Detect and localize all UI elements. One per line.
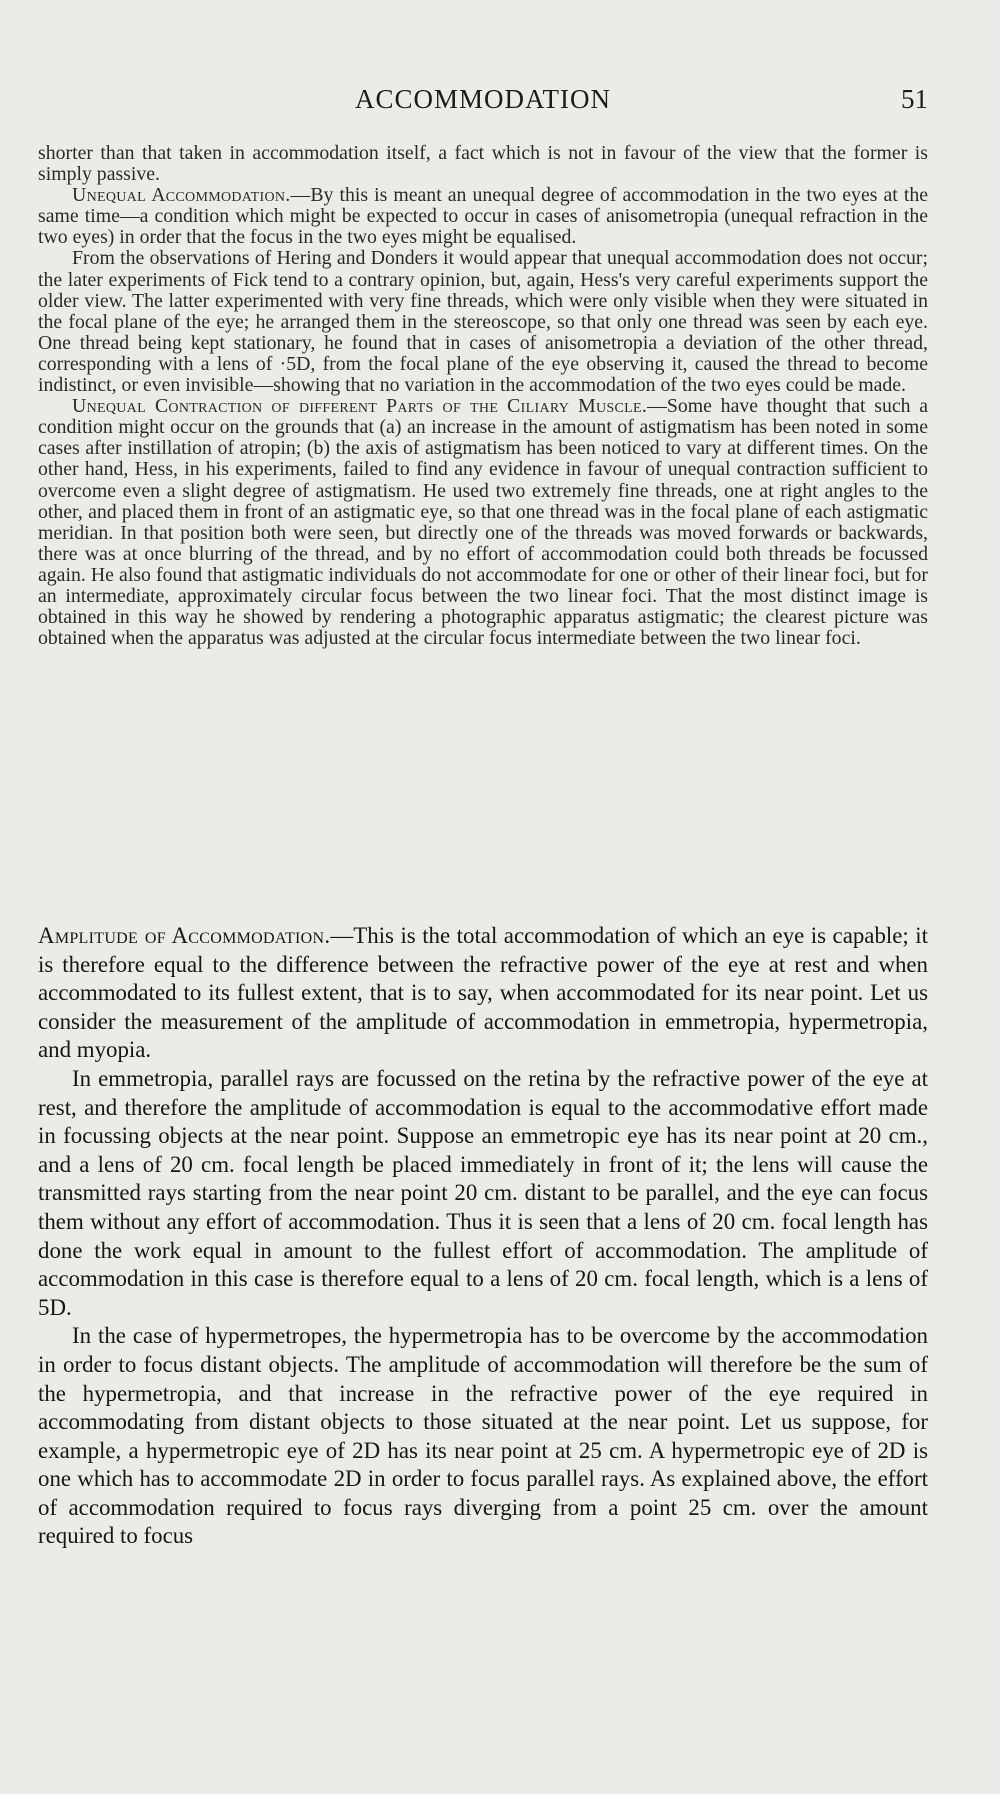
- paragraph-hypermetropes: [38, 1322, 928, 1551]
- section-heading: Unequal Accommodation.: [72, 184, 291, 207]
- running-title: ACCOMMODATION: [354, 84, 611, 114]
- running-head: [38, 84, 928, 120]
- paragraph-emmetropia: [38, 1065, 928, 1322]
- paragraph-hering-donders: [38, 248, 928, 396]
- section-heading: Unequal Contraction of different Parts of the Ciliary Muscle.: [72, 395, 648, 418]
- page-number: 51: [901, 84, 928, 114]
- small-print-section: [38, 143, 928, 649]
- paragraph-unequal-contraction: [38, 396, 928, 649]
- paragraph-text: In the case of hypermetropes, the hypermetropia has to be overcome by the accommodation in order to focus distant objects. The amplitude of accommodation will therefore be the sum of the hypermetropia, and that increase in the refractive power of the eye required in accommodating from distant objects to those situated at the near point. Let us suppose, for example, a hypermetropic eye of 2D has its near point at 25 cm. A hypermetropic eye of 2D is one which has to accommodate 2D in order to focus parallel rays. As explained above, the effort of accommodation required to focus rays diverging from a point 25 cm. over the amount required to focus: [38, 1323, 928, 1549]
- paragraph-text: From the observations of Hering and Donders it would appear that unequal accommodation does not occur; the later experiments of Fick tend to a contrary opinion, but, again, Hess's very careful experiments support the older view. The latter experimented with very fine threads, which were only visible when they were situated in the focal plane of the eye; he arranged them in the stereoscope, so that only one thread was seen by each eye. One thread being kept stationary, he found that in cases of anisometropia a deviation of the other thread, corresponding with a lens of ·5D, from the focal plane of the eye observing it, caused the thread to become indistinct, or even invisible—showing that no variation in the accommodation of the two eyes could be made.: [38, 247, 928, 397]
- paragraph-unequal-accommodation: [38, 185, 928, 248]
- paragraph-text: shorter than that taken in accommodation itself, a fact which is not in favour of the view that the former is simply passive.: [38, 142, 928, 186]
- paragraph-text: In emmetropia, parallel rays are focussed on the retina by the refractive power of the eye at rest, and therefore the amplitude of accommodation is equal to the accommodative effort made in focussing objects at the near point. Suppose an emmetropic eye has its near point at 20 cm., and a lens of 20 cm. focal length be placed immediately in front of it; the lens will cause the transmitted rays starting from the near point 20 cm. distant to be parallel, and the eye can focus them without any effort of accommodation. Thus it is seen that a lens of 20 cm. focal length has done the work equal in amount to the fullest effort of accommodation. The amplitude of accommodation in this case is therefore equal to a lens of 20 cm. focal length, which is a lens of 5D.: [38, 1065, 928, 1320]
- paragraph-amplitude: [38, 922, 928, 1065]
- main-print-section: [38, 922, 928, 1551]
- paragraph-text: —Some have thought that such a condition might occur on the grounds that (a) an increase in the amount of astigmatism has been noted in some cases after instillation of atropin; (b) the axis of astigmatism has been noticed to vary at different times. On the other hand, Hess, in his experiments, failed to find any evidence in favour of unequal contraction sufficient to overcome even a slight degree of astigmatism. He used two extremely fine threads, one at right angles to the other, and placed them in front of an astigmatic eye, so that one thread was in the focal plane of each astigmatic meridian. In that position both were seen, but directly one of the threads was moved forwards or backwards, there was at once blurring of the thread, and by no effort of accommodation could both threads be focussed again. He also found that astigmatic individuals do not accommodate for one or other of their linear foci, but for an intermediate, approximately circular focus between the two linear foci. That the most distinct image is obtained in this way he showed by rendering a photographic apparatus astigmatic; the clearest picture was obtained when the apparatus was adjusted at the circular focus intermediate between the two linear foci.: [38, 395, 928, 650]
- paragraph-text: —This is the total accommodation of which an eye is capable; it is therefore equal to the difference between the refractive power of the eye at rest and when accommodated to its fullest extent, that is to say, when accommodated for its near point. Let us consider the measurement of the amplitude of accommodation in emmetropia, hypermetropia, and myopia.: [38, 923, 928, 1063]
- paragraph-text: —By this is meant an unequal degree of accommodation in the two eyes at the same time—a condition which might be expected to occur in cases of anisometropia (unequal refraction in the two eyes) in order that the focus in the two eyes might be equalised.: [38, 184, 928, 249]
- paragraph-continuation: [38, 143, 928, 185]
- section-heading: Amplitude of Accommodation.: [38, 923, 331, 948]
